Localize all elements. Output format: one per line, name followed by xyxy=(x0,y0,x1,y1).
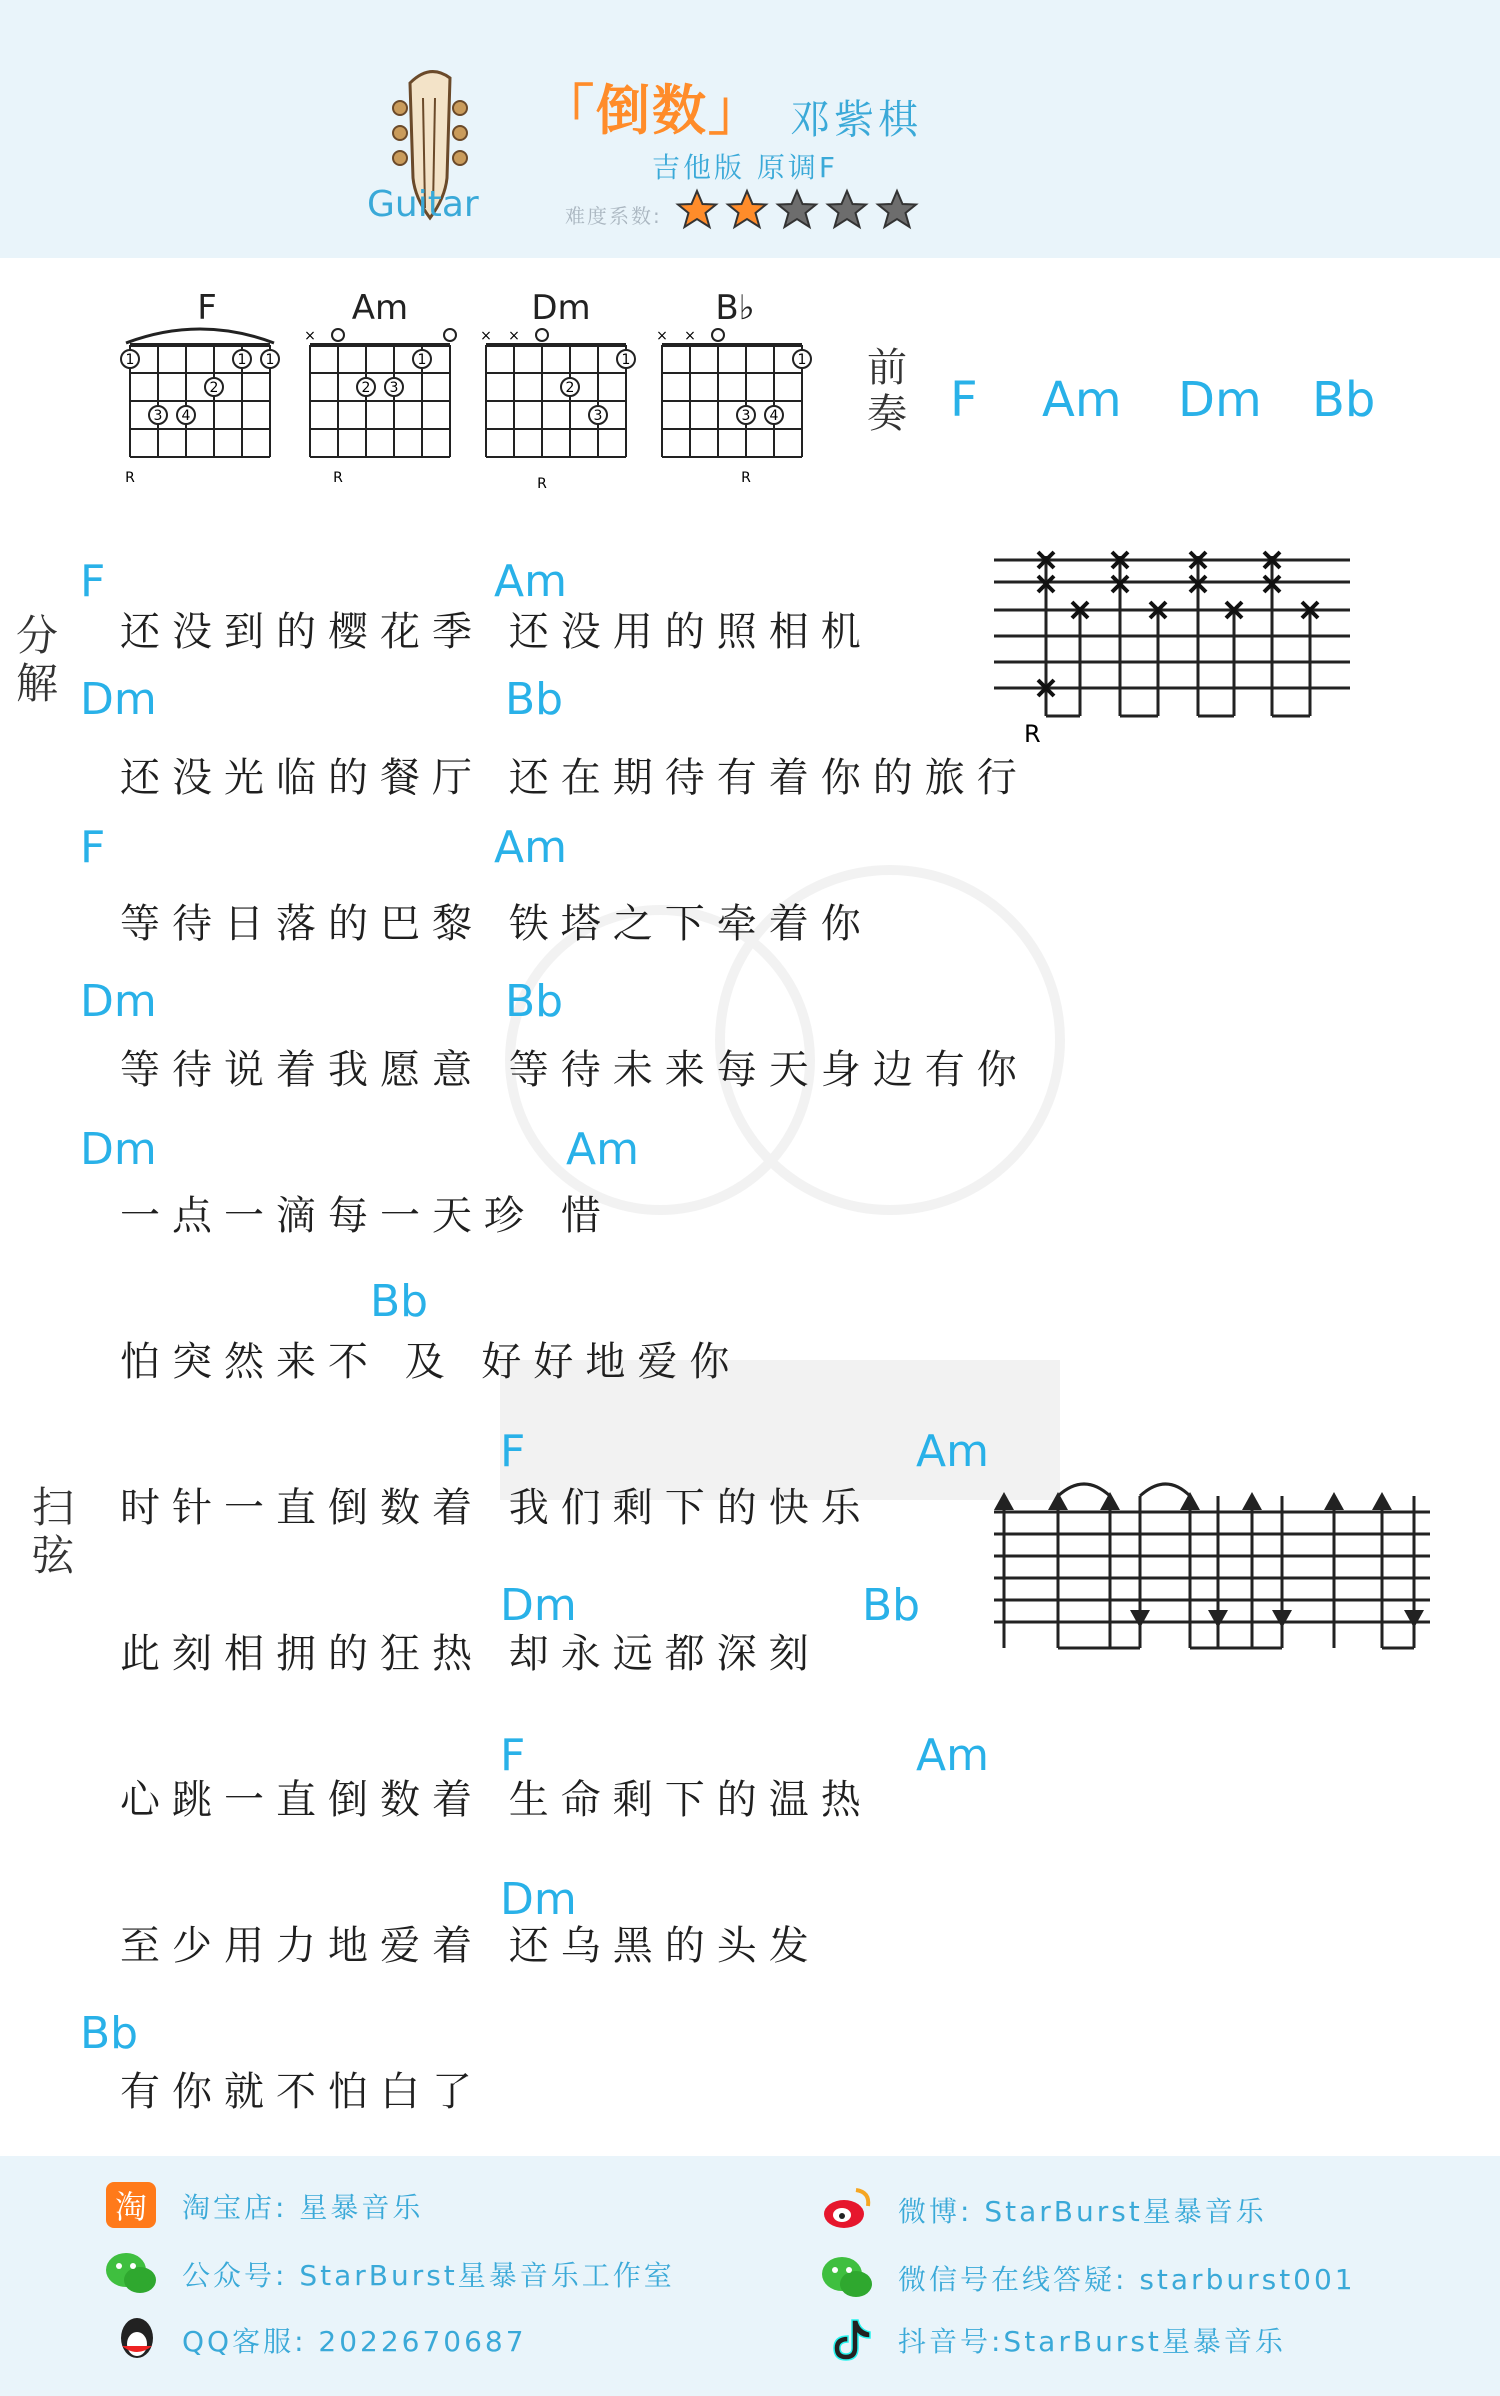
douyin-account: 抖音号:StarBurst星暴音乐 xyxy=(898,2325,1286,2358)
svg-text:R: R xyxy=(333,470,343,486)
wechat-official-account: 公众号: StarBurst星暴音乐工作室 xyxy=(182,2259,675,2292)
chord-mark: Bb xyxy=(80,2008,139,2059)
svg-text:×: × xyxy=(304,328,316,344)
lyric-line: 此刻相拥的狂热 却永远都深刻 xyxy=(120,1631,821,1677)
svg-text:淘: 淘 xyxy=(114,2188,148,2226)
chord-mark: Bb xyxy=(505,976,564,1027)
taobao-icon xyxy=(104,2180,158,2230)
chord-mark: Dm xyxy=(80,674,157,725)
svg-text:2: 2 xyxy=(565,380,575,396)
intro-chord-1: F xyxy=(950,372,978,428)
strum-label: 扫弦 xyxy=(31,1483,74,1580)
chord-mark: F xyxy=(500,1426,526,1477)
svg-text:×: × xyxy=(508,328,520,344)
intro-label: 前奏 xyxy=(867,345,907,437)
qq-service: QQ客服: 2022670687 xyxy=(182,2325,527,2358)
weibo-icon xyxy=(820,2184,874,2234)
chord-name-f: F xyxy=(197,288,217,328)
star-empty-icon xyxy=(875,188,919,232)
chord-mark: Am xyxy=(916,1426,989,1477)
intro-chord-3: Dm xyxy=(1178,372,1262,428)
svg-text:2: 2 xyxy=(209,380,219,396)
intro-chord-4: Bb xyxy=(1312,372,1376,428)
svg-text:1: 1 xyxy=(621,352,631,368)
star-filled-icon xyxy=(725,188,769,232)
intro-chord-2: Am xyxy=(1042,372,1122,428)
chord-mark: F xyxy=(80,822,106,873)
star-empty-icon xyxy=(775,188,819,232)
lyric-line: 还没光临的餐厅 还在期待有着你的旅行 xyxy=(120,755,1029,801)
svg-text:4: 4 xyxy=(769,408,779,424)
chord-name-dm: Dm xyxy=(531,288,591,328)
chord-diagram-am xyxy=(304,328,456,486)
arpeggio-pattern xyxy=(990,536,1360,746)
chord-mark: Am xyxy=(566,1124,639,1175)
taobao-shop: 淘宝店: 星暴音乐 xyxy=(182,2191,424,2224)
chord-diagram-dm xyxy=(480,328,635,492)
arpeggio-label: 分解 xyxy=(15,611,58,708)
douyin-icon xyxy=(826,2314,880,2364)
star-filled-icon xyxy=(675,188,719,232)
lyric-line: 一点一滴每一天珍 惜 xyxy=(120,1193,613,1239)
chord-diagram-f xyxy=(121,329,279,486)
weibo-account: 微博: StarBurst星暴音乐 xyxy=(898,2195,1267,2228)
svg-text:1: 1 xyxy=(417,352,427,368)
chord-mark: Dm xyxy=(500,1580,577,1631)
svg-text:3: 3 xyxy=(741,408,751,424)
chord-mark: Bb xyxy=(370,1276,429,1327)
svg-text:3: 3 xyxy=(593,408,603,424)
chord-mark: F xyxy=(80,556,106,607)
svg-text:1: 1 xyxy=(265,352,275,368)
svg-text:1: 1 xyxy=(125,352,135,368)
svg-text:4: 4 xyxy=(181,408,191,424)
svg-text:×: × xyxy=(480,328,492,344)
lyric-line: 还没到的樱花季 还没用的照相机 xyxy=(120,609,873,655)
wechat-icon xyxy=(104,2248,158,2298)
artist-name: 邓紫棋 xyxy=(790,97,922,143)
chord-mark: Dm xyxy=(80,1124,157,1175)
chord-mark: Bb xyxy=(505,674,564,725)
strum-pattern xyxy=(990,1472,1440,1662)
root-label: R xyxy=(1024,720,1041,746)
star-empty-icon xyxy=(825,188,869,232)
svg-text:3: 3 xyxy=(389,380,399,396)
lyric-line: 等待日落的巴黎 铁塔之下牵着你 xyxy=(120,901,873,947)
wechat-qa-id: 微信号在线答疑: starburst001 xyxy=(898,2263,1356,2296)
lyric-line: 心跳一直倒数着 生命剩下的温热 xyxy=(120,1777,873,1823)
footer-contact xyxy=(0,2156,1500,2396)
wechat-qa-icon xyxy=(820,2252,874,2302)
svg-text:2: 2 xyxy=(361,380,371,396)
svg-text:1: 1 xyxy=(237,352,247,368)
lyric-line: 时针一直倒数着 我们剩下的快乐 xyxy=(120,1485,873,1531)
chord-name-bb: B♭ xyxy=(715,288,755,328)
chord-mark: Bb xyxy=(862,1580,921,1631)
header-banner xyxy=(0,0,1500,258)
chord-mark: Dm xyxy=(80,976,157,1027)
svg-text:R: R xyxy=(741,470,751,486)
chord-mark: F xyxy=(500,1730,526,1781)
logo-text: Guitar xyxy=(367,184,479,225)
chord-diagram-bb xyxy=(656,328,811,486)
version-info: 吉他版 原调F xyxy=(652,151,839,184)
chord-mark: Dm xyxy=(500,1874,577,1925)
chord-mark: Am xyxy=(494,822,567,873)
lyric-line: 至少用力地爱着 还乌黑的头发 xyxy=(120,1923,821,1969)
chord-mark: Am xyxy=(916,1730,989,1781)
difficulty-label: 难度系数: xyxy=(565,204,662,228)
qq-icon xyxy=(110,2314,164,2364)
lyric-line: 怕突然来不 及 好好地爱你 xyxy=(120,1339,742,1385)
svg-text:×: × xyxy=(656,328,668,344)
lyric-line: 等待说着我愿意 等待未来每天身边有你 xyxy=(120,1047,1029,1093)
svg-text:3: 3 xyxy=(153,408,163,424)
lyric-line: 有你就不怕白了 xyxy=(120,2069,484,2115)
chord-name-am: Am xyxy=(351,288,409,328)
svg-text:1: 1 xyxy=(797,352,807,368)
svg-text:×: × xyxy=(684,328,696,344)
svg-text:R: R xyxy=(537,476,547,492)
chord-mark: Am xyxy=(494,556,567,607)
song-title: 「倒数」 xyxy=(540,79,764,142)
svg-text:R: R xyxy=(125,470,135,486)
